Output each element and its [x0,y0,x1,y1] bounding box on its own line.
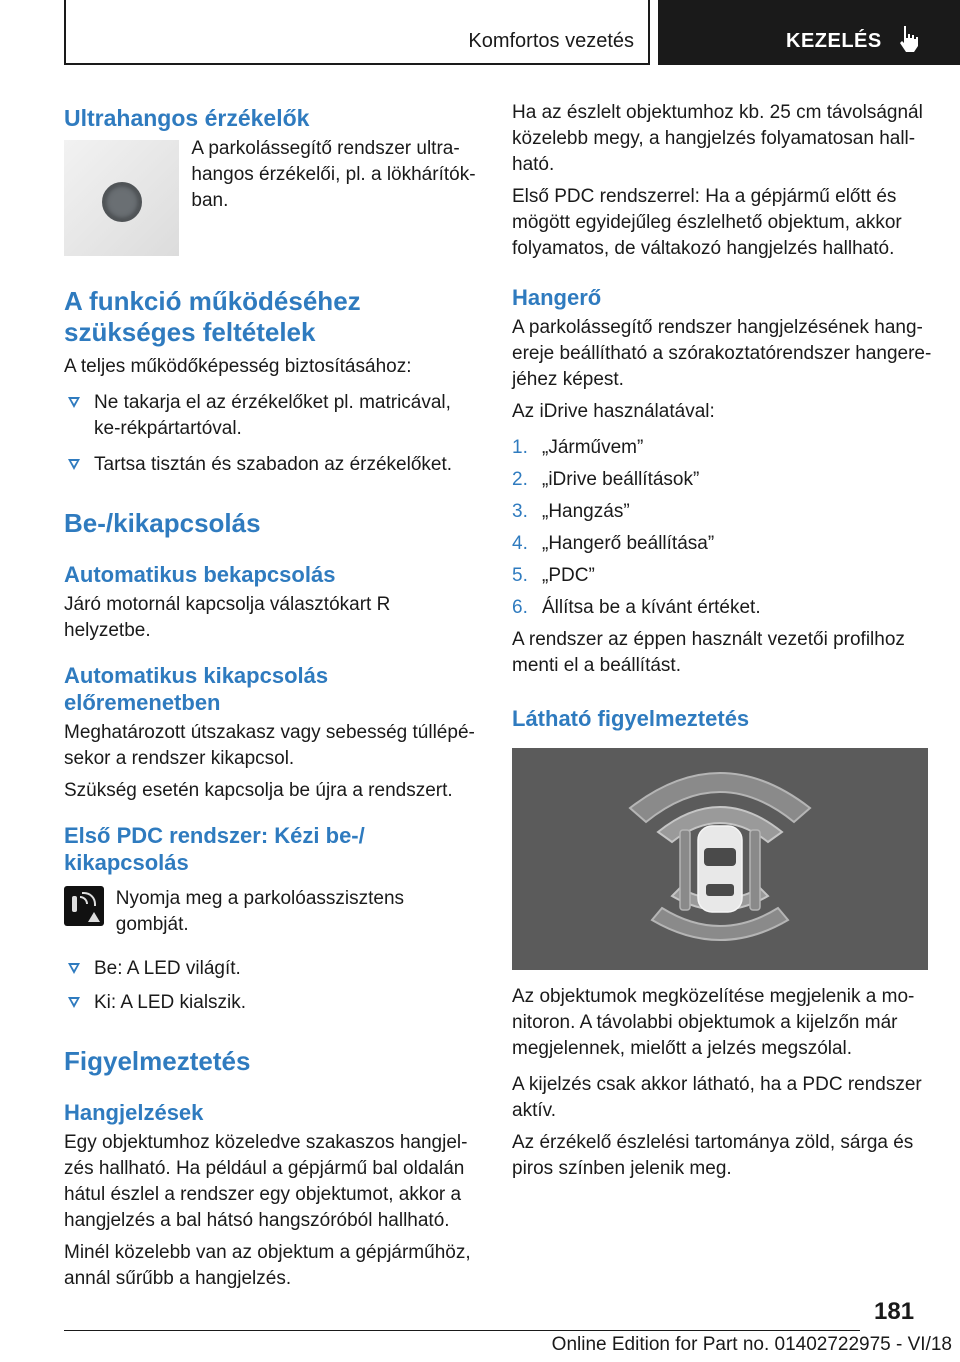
step-text: „Hangerő beállítása” [542,533,715,554]
step-text: Állítsa be a kívánt értéket. [542,597,761,618]
header-tab [658,0,960,65]
heading-ultrasonic-sensors: Ultrahangos érzékelők [64,105,310,131]
heading-visual-warning: Látható figyelmeztetés [512,706,750,731]
heading-volume: Hangerő [512,285,602,310]
requirements-intro: A teljes működőképesség biztosításához: [64,356,412,377]
heading-requirements: A funkció működéséhez szükséges feltételek [64,286,361,347]
heading-front-pdc: Első PDC rendszer: Kézi be-/ kikapcsolás [64,823,365,875]
left-column [64,100,480,1292]
step-number: 3. [512,501,528,522]
header-section-title: Komfortos vezetés [468,30,634,52]
bullet-triangle-icon [68,459,80,470]
car-sensor-diagram [512,748,928,970]
page-number: 181 [874,1298,915,1325]
right-column [512,100,932,1182]
heading-auto-off: Automatikus kikapcsolás előremenetben [64,663,329,715]
heading-on-off: Be-/kikapcsolás [64,508,261,538]
visual-text: Az objektumok megközelítése megjelenik a mo-nitoron. A távolabbi objektumok a kijelzőn már megjelennek, mielőtt a jelzés megszólal. [512,986,915,1059]
list-item [64,390,480,442]
list-item-text: Tartsa tisztán és szabadon az érzékelőket. [94,454,453,475]
auto-off-text: Meghatározott útszakasz vagy sebesség túllépé-sekor a rendszer kikapcsol. [64,722,475,769]
front-pdc-text: Nyomja meg a parkolóasszisztens gombját. [115,888,405,935]
list-item [512,435,932,461]
heading-sounds: Hangjelzések [64,1100,204,1125]
visual-text-2: A kijelzés csak akkor látható, ha a PDC rendszer aktív. [512,1074,922,1121]
step-text: „Járművem” [542,437,644,458]
pointing-hand-icon [896,24,922,54]
heading-warning: Figyelmeztetés [64,1046,251,1076]
footer-edition: Online Edition for Part no. 01402722975 - VI/18 [551,1334,952,1355]
step-number: 4. [512,533,528,554]
header-section-box [64,0,650,65]
bullet-triangle-icon [68,397,80,408]
list-item [512,499,932,525]
list-item [64,990,480,1016]
list-item [512,531,932,557]
sensors-text: A parkolássegítő rendszer ultra-hangos érzékelői, pl. a lökhárítók-ban. [191,138,476,211]
list-item [512,563,932,589]
heading-auto-on: Automatikus bekapcsolás [64,562,336,587]
profile-text: A rendszer az éppen használt vezetői profilhoz menti el a beállítást. [512,629,905,676]
visual-text-3: Az érzékelő észlelési tartománya zöld, sárga és piros színben jelenik meg. [512,1132,914,1179]
idrive-intro: Az iDrive használatával: [512,401,715,422]
sounds-text: Egy objektumhoz közeledve szakaszos hangjel-zés hallható. Ha például a gépjármű bal oldalán hátul észlel a rendszer egy objektumot, akkor a hangjelzés a bal hátsó hangszóróból hallható. [64,1132,468,1231]
step-number: 6. [512,597,528,618]
step-number: 5. [512,565,528,586]
list-item [64,956,480,982]
auto-off-text-2: Szükség esetén kapcsolja be újra a rendszert. [64,780,453,801]
list-item-text: Ne takarja el az érzékelőket pl. matricával, ke-rékpártartóval. [94,392,451,439]
sensor-image [64,140,179,256]
auto-on-text: Járó motornál kapcsolja választókart R helyzetbe. [64,594,391,641]
list-item-text: Ki: A LED kialszik. [94,992,247,1013]
step-number: 2. [512,469,528,490]
footer-divider [64,1330,860,1331]
step-text: „PDC” [542,565,595,586]
step-text: „Hangzás” [542,501,630,522]
header-tab-label: KEZELÉS [786,30,882,52]
sensor-icon [102,182,142,222]
pdc-display-image [512,748,928,970]
step-text: „iDrive beállítások” [542,469,700,490]
sounds-text-2: Minél közelebb van az objektum a gépjárműhöz, annál sűrűbb a hangjelzés. [64,1242,471,1289]
volume-text: A parkolássegítő rendszer hangjelzésének hang-ereje beállítható a szórakoztatórendszer hangere-jéhez képest. [512,317,932,390]
parking-assist-button-icon [64,886,104,926]
list-item [64,452,480,478]
bullet-triangle-icon [68,997,80,1008]
list-item-text: Be: A LED világít. [94,958,241,979]
step-number: 1. [512,437,528,458]
list-item [512,467,932,493]
list-item [512,595,932,621]
distance-text: Ha az észlelt objektumhoz kb. 25 cm távolságnál közelebb megy, a hangjelzés folyamatosan hall-ható. [512,102,923,175]
bullet-triangle-icon [68,963,80,974]
front-pdc-signal-text: Első PDC rendszerrel: Ha a gépjármű előtt és mögött egyidejűleg észlelhető objektum, akkor folyamatos, de váltakozó hangjelzés hallható. [512,186,902,259]
